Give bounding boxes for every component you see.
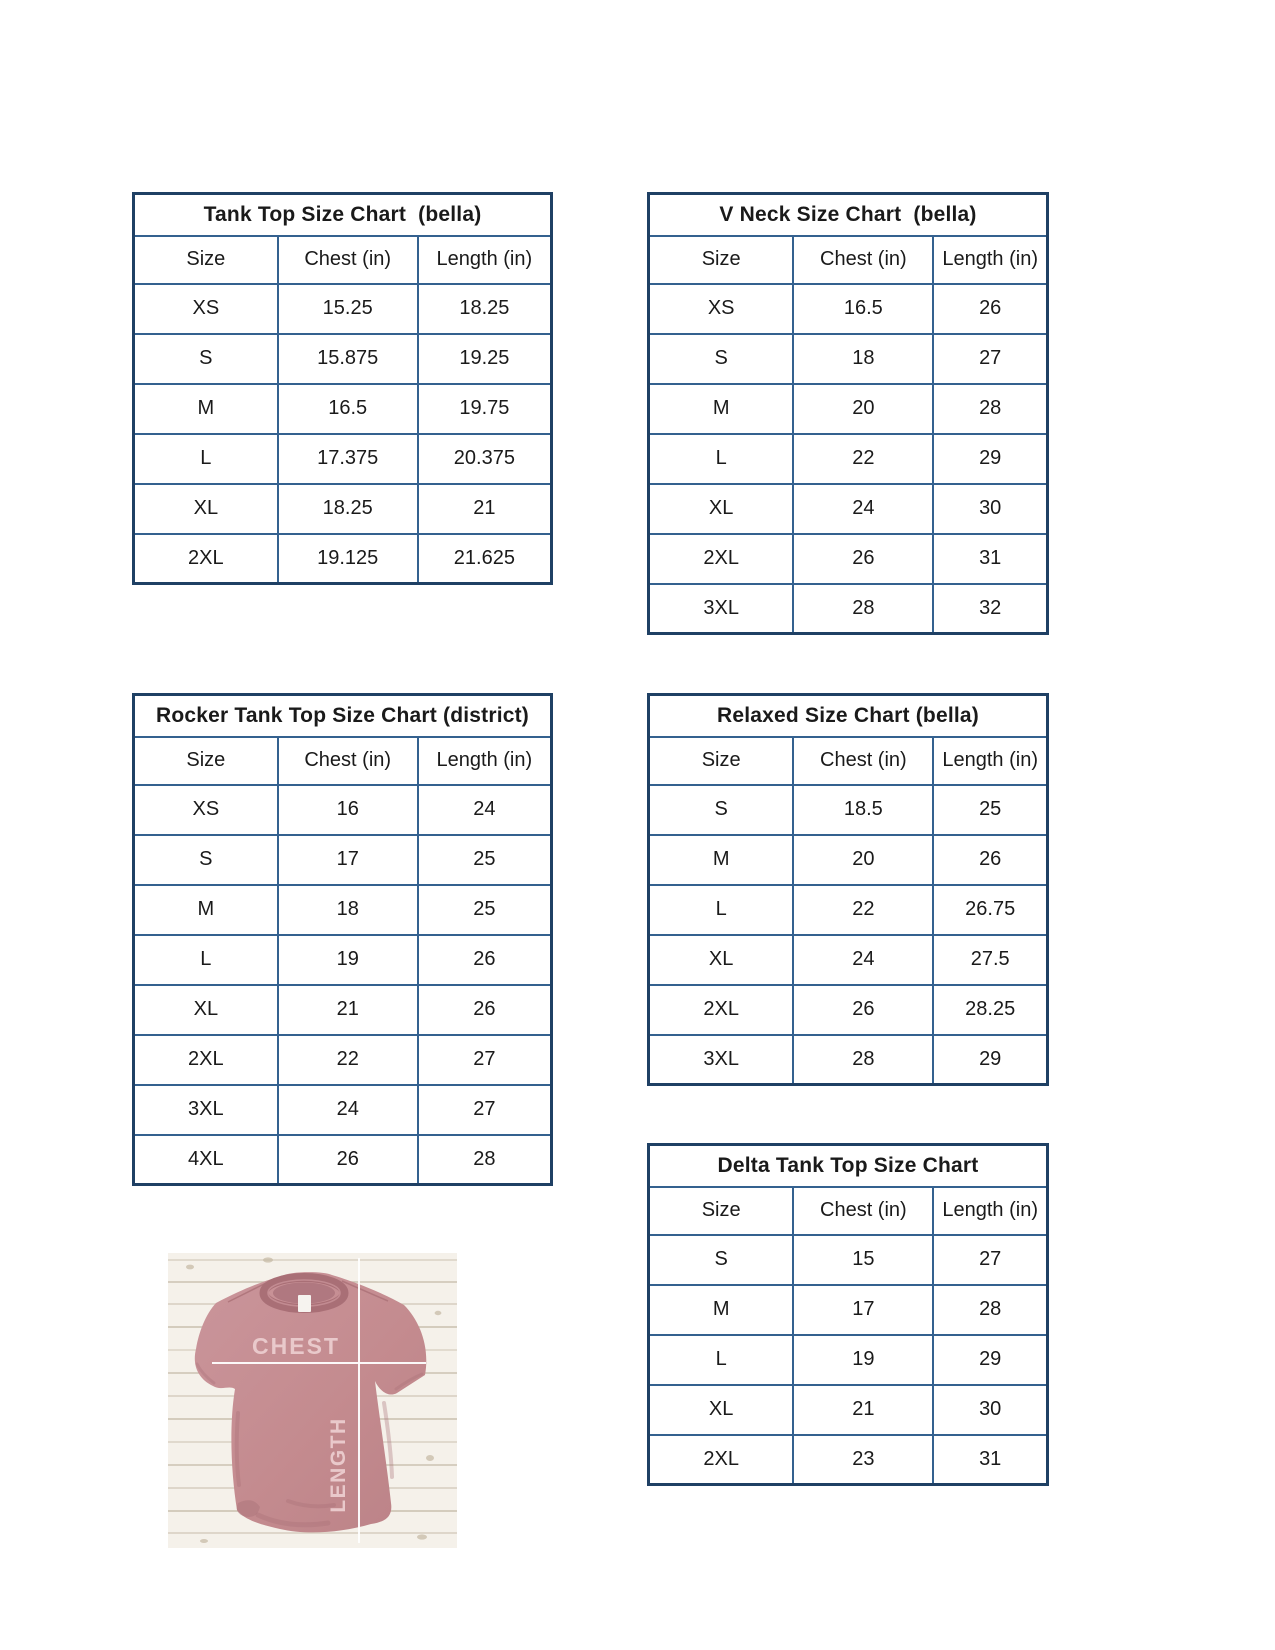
table-row bbox=[649, 1035, 1048, 1085]
chest-cell: 19 bbox=[793, 1335, 933, 1385]
table-row bbox=[134, 384, 552, 434]
length-cell: 31 bbox=[933, 534, 1047, 584]
column-header: Chest (in) bbox=[278, 737, 418, 785]
chest-cell: 15.25 bbox=[278, 284, 418, 334]
length-cell: 18.25 bbox=[418, 284, 552, 334]
brand-tag bbox=[298, 1295, 311, 1312]
table-title: V Neck Size Chart (bella) bbox=[649, 194, 1048, 236]
chest-cell: 16.5 bbox=[793, 284, 933, 334]
table-row bbox=[134, 534, 552, 584]
table-row bbox=[649, 484, 1048, 534]
table-row bbox=[649, 935, 1048, 985]
chest-cell: 17.375 bbox=[278, 434, 418, 484]
collar bbox=[264, 1278, 344, 1313]
chest-cell: 21 bbox=[278, 985, 418, 1035]
chest-cell: 22 bbox=[793, 885, 933, 935]
chest-cell: 26 bbox=[278, 1135, 418, 1185]
column-header: Chest (in) bbox=[278, 236, 418, 284]
length-cell: 27 bbox=[933, 1235, 1047, 1285]
length-cell: 27 bbox=[418, 1035, 552, 1085]
size-cell: S bbox=[134, 835, 278, 885]
table-title-row bbox=[649, 194, 1048, 236]
tshirt-measurement-photo bbox=[168, 1253, 457, 1548]
column-header: Chest (in) bbox=[793, 1187, 933, 1235]
tank-top-bella-table bbox=[132, 192, 553, 585]
chest-cell: 17 bbox=[793, 1285, 933, 1335]
length-cell: 27 bbox=[933, 334, 1047, 384]
size-cell: XS bbox=[134, 284, 278, 334]
table-header-row bbox=[649, 1187, 1048, 1235]
table-row bbox=[134, 985, 552, 1035]
size-cell: M bbox=[649, 1285, 794, 1335]
length-cell: 28.25 bbox=[933, 985, 1047, 1035]
table-row bbox=[649, 434, 1048, 484]
chest-cell: 18.5 bbox=[793, 785, 933, 835]
column-header: Length (in) bbox=[418, 737, 552, 785]
length-cell: 29 bbox=[933, 434, 1047, 484]
length-cell: 30 bbox=[933, 484, 1047, 534]
chest-cell: 26 bbox=[793, 534, 933, 584]
table-row bbox=[649, 584, 1048, 634]
table-title: Tank Top Size Chart (bella) bbox=[134, 194, 552, 236]
chest-cell: 22 bbox=[793, 434, 933, 484]
table-row bbox=[134, 284, 552, 334]
chest-cell: 24 bbox=[278, 1085, 418, 1135]
table-row bbox=[134, 1135, 552, 1185]
size-cell: XS bbox=[134, 785, 278, 835]
chest-cell: 24 bbox=[793, 935, 933, 985]
tank-top-size-chart-table bbox=[132, 192, 553, 585]
length-cell: 26 bbox=[933, 284, 1047, 334]
length-cell: 21.625 bbox=[418, 534, 552, 584]
length-cell: 26 bbox=[418, 985, 552, 1035]
table-title-row bbox=[134, 695, 552, 737]
table-row bbox=[649, 284, 1048, 334]
length-cell: 25 bbox=[418, 835, 552, 885]
size-cell: L bbox=[134, 434, 278, 484]
column-header: Size bbox=[649, 737, 794, 785]
size-cell: M bbox=[134, 885, 278, 935]
chest-cell: 15.875 bbox=[278, 334, 418, 384]
size-cell: 4XL bbox=[134, 1135, 278, 1185]
tshirt-measurement-illustration bbox=[168, 1253, 457, 1548]
size-cell: S bbox=[649, 334, 794, 384]
chest-cell: 16 bbox=[278, 785, 418, 835]
length-cell: 32 bbox=[933, 584, 1047, 634]
rocker-tank-top-district-table bbox=[132, 693, 553, 1186]
length-cell: 25 bbox=[418, 885, 552, 935]
column-header: Length (in) bbox=[933, 1187, 1047, 1235]
table-row bbox=[649, 1235, 1048, 1285]
column-header: Chest (in) bbox=[793, 737, 933, 785]
chest-cell: 28 bbox=[793, 1035, 933, 1085]
table-row bbox=[134, 484, 552, 534]
size-cell: 2XL bbox=[134, 534, 278, 584]
delta-tank-top-table bbox=[647, 1143, 1049, 1486]
size-cell: 2XL bbox=[649, 534, 794, 584]
delta-tank-top-size-chart-table bbox=[647, 1143, 1049, 1486]
table-row bbox=[134, 835, 552, 885]
size-cell: L bbox=[649, 1335, 794, 1385]
column-header: Chest (in) bbox=[793, 236, 933, 284]
size-cell: XL bbox=[649, 1385, 794, 1435]
length-cell: 28 bbox=[933, 1285, 1047, 1335]
size-cell: XL bbox=[649, 935, 794, 985]
column-header: Length (in) bbox=[933, 236, 1047, 284]
chest-cell: 24 bbox=[793, 484, 933, 534]
size-cell: S bbox=[134, 334, 278, 384]
chest-cell: 19.125 bbox=[278, 534, 418, 584]
length-cell: 25 bbox=[933, 785, 1047, 835]
table-header-row bbox=[649, 737, 1048, 785]
chest-cell: 19 bbox=[278, 935, 418, 985]
length-cell: 28 bbox=[418, 1135, 552, 1185]
length-cell: 26 bbox=[933, 835, 1047, 885]
size-cell: XL bbox=[649, 484, 794, 534]
table-row bbox=[649, 1385, 1048, 1435]
length-cell: 31 bbox=[933, 1435, 1047, 1485]
table-row bbox=[649, 785, 1048, 835]
length-cell: 29 bbox=[933, 1035, 1047, 1085]
column-header: Size bbox=[134, 236, 278, 284]
chest-cell: 20 bbox=[793, 835, 933, 885]
table-row bbox=[134, 935, 552, 985]
length-cell: 19.75 bbox=[418, 384, 552, 434]
chest-cell: 26 bbox=[793, 985, 933, 1035]
size-cell: XL bbox=[134, 484, 278, 534]
table-row bbox=[649, 885, 1048, 935]
size-cell: S bbox=[649, 785, 794, 835]
size-cell: XS bbox=[649, 284, 794, 334]
table-row bbox=[649, 334, 1048, 384]
size-cell: M bbox=[649, 835, 794, 885]
relaxed-bella-table bbox=[647, 693, 1049, 1086]
size-cell: 3XL bbox=[134, 1085, 278, 1135]
table-row bbox=[134, 1085, 552, 1135]
table-title: Relaxed Size Chart (bella) bbox=[649, 695, 1048, 737]
length-cell: 30 bbox=[933, 1385, 1047, 1435]
size-cell: 3XL bbox=[649, 1035, 794, 1085]
length-cell: 27 bbox=[418, 1085, 552, 1135]
table-title: Rocker Tank Top Size Chart (district) bbox=[134, 695, 552, 737]
table-title-row bbox=[649, 695, 1048, 737]
length-cell: 26 bbox=[418, 935, 552, 985]
table-header-row bbox=[134, 737, 552, 785]
table-title-row bbox=[649, 1145, 1048, 1187]
length-cell: 19.25 bbox=[418, 334, 552, 384]
rocker-tank-top-size-chart-table bbox=[132, 693, 553, 1186]
chest-cell: 17 bbox=[278, 835, 418, 885]
length-cell: 28 bbox=[933, 384, 1047, 434]
size-cell: M bbox=[649, 384, 794, 434]
table-row bbox=[649, 1335, 1048, 1385]
chest-cell: 15 bbox=[793, 1235, 933, 1285]
table-row bbox=[649, 1285, 1048, 1335]
chest-cell: 18.25 bbox=[278, 484, 418, 534]
size-cell: 2XL bbox=[649, 1435, 794, 1485]
table-title: Delta Tank Top Size Chart bbox=[649, 1145, 1048, 1187]
chest-label: CHEST bbox=[252, 1333, 340, 1359]
size-cell: 2XL bbox=[649, 985, 794, 1035]
chest-cell: 18 bbox=[278, 885, 418, 935]
size-cell: 3XL bbox=[649, 584, 794, 634]
relaxed-size-chart-table bbox=[647, 693, 1049, 1086]
column-header: Length (in) bbox=[933, 737, 1047, 785]
chest-cell: 16.5 bbox=[278, 384, 418, 434]
table-row bbox=[649, 534, 1048, 584]
size-cell: L bbox=[649, 885, 794, 935]
length-cell: 21 bbox=[418, 484, 552, 534]
table-row bbox=[649, 985, 1048, 1035]
column-header: Size bbox=[649, 236, 794, 284]
table-header-row bbox=[134, 236, 552, 284]
size-cell: L bbox=[134, 935, 278, 985]
table-title-row bbox=[134, 194, 552, 236]
chest-cell: 22 bbox=[278, 1035, 418, 1085]
chest-cell: 28 bbox=[793, 584, 933, 634]
table-row bbox=[649, 1435, 1048, 1485]
size-cell: S bbox=[649, 1235, 794, 1285]
chest-cell: 23 bbox=[793, 1435, 933, 1485]
v-neck-size-chart-table bbox=[647, 192, 1049, 635]
column-header: Length (in) bbox=[418, 236, 552, 284]
chest-cell: 20 bbox=[793, 384, 933, 434]
size-cell: XL bbox=[134, 985, 278, 1035]
column-header: Size bbox=[649, 1187, 794, 1235]
length-cell: 24 bbox=[418, 785, 552, 835]
chest-cell: 21 bbox=[793, 1385, 933, 1435]
length-cell: 27.5 bbox=[933, 935, 1047, 985]
length-label: LENGTH bbox=[327, 1417, 350, 1513]
size-cell: M bbox=[134, 384, 278, 434]
column-header: Size bbox=[134, 737, 278, 785]
table-row bbox=[134, 434, 552, 484]
table-row bbox=[134, 1035, 552, 1085]
length-cell: 20.375 bbox=[418, 434, 552, 484]
length-cell: 29 bbox=[933, 1335, 1047, 1385]
table-row bbox=[134, 334, 552, 384]
table-row bbox=[649, 835, 1048, 885]
table-row bbox=[134, 785, 552, 835]
chest-cell: 18 bbox=[793, 334, 933, 384]
table-header-row bbox=[649, 236, 1048, 284]
length-cell: 26.75 bbox=[933, 885, 1047, 935]
v-neck-bella-table bbox=[647, 192, 1049, 635]
table-row bbox=[134, 885, 552, 935]
size-cell: 2XL bbox=[134, 1035, 278, 1085]
size-cell: L bbox=[649, 434, 794, 484]
table-row bbox=[649, 384, 1048, 434]
